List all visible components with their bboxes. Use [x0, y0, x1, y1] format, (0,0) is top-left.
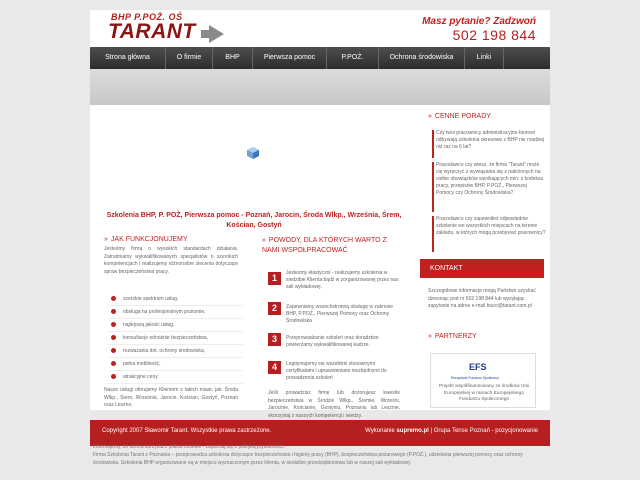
efs-logo-subtitle: Europejski Fundusz Społeczny [451, 376, 499, 380]
nav-item-home[interactable]: Strona główna [90, 47, 166, 69]
reason-number-2: 2 [268, 302, 281, 315]
contact-phone: 502 198 844 [452, 27, 536, 43]
chevron-right-icon: » [428, 113, 432, 120]
list-item [108, 358, 243, 371]
reasons-outro: Jeśli prowadzisz firmę lub dozorujesz kwestie bezpieczeństwa w Środzie Wlkp., Śremie, Wrześni, Jarocinie, Kościanie, Gostyniu, Poznaniu lub Lesznie, skorzystaj z naszych kompetencji i wiedzy. [268, 390, 400, 419]
tips-title [428, 113, 491, 120]
list-item-text: konsultacje odnośnie bezpieczeństwa, [123, 335, 209, 341]
bottom-info [93, 443, 545, 467]
efs-text: Projekt współfinansowany ze środków Unii Europejskiej w ramach Europejskiego Funduszu Społecznego [438, 384, 530, 402]
how-title-text: JAK FUNKCJONUJEMY [110, 236, 188, 243]
reason-number-4: 4 [268, 361, 281, 374]
reasons-title-text: POWODY, DLA KTÓRYCH WARTO Z NAMI WSPÓŁPRACOWAĆ [262, 237, 387, 254]
bullet-icon [111, 361, 116, 366]
list-item [108, 293, 243, 306]
how-title [104, 236, 188, 243]
nav-item-about[interactable]: O firmie [166, 47, 213, 69]
reason-text-1: Jesteśmy elastyczni - realizujemy szkolenia w siedzibie Klienta bądź w zorganizowanej przez nas sali wykładowej. [286, 270, 399, 290]
list-item-text: szerokie spektrum usług, [123, 296, 179, 302]
footer-brand-link[interactable]: supremo.pl [396, 428, 429, 434]
list-item [108, 319, 243, 332]
partners-title [428, 333, 477, 340]
footer-made-prefix: Wykonanie [365, 428, 395, 434]
chevron-right-icon: » [104, 236, 108, 243]
nav-filler [504, 47, 550, 69]
reasons-title [262, 236, 402, 256]
list-item-text: najlepszą jakość usług, [123, 322, 175, 328]
logo-name: TARANT [108, 20, 196, 43]
list-item-text: pełna mobilność, [123, 361, 161, 367]
bullet-icon [111, 348, 116, 353]
tip-marker [432, 130, 434, 158]
chevron-right-icon: » [262, 237, 266, 244]
reason-number-3: 3 [268, 333, 281, 346]
list-item [108, 345, 243, 358]
arrow-icon [209, 25, 224, 43]
how-intro: Jesteśmy firmą o wysokich standardach działania. Zatrudniamy wykwalifikowanych specjalistów o szerokich kompetencjach i realizujemy różnorodne zlecenia dotyczące spraw bezpieczeństwa pracy. [104, 246, 238, 275]
main-nav [90, 47, 550, 69]
bullet-icon [111, 309, 116, 314]
nav-item-environment[interactable]: Ochrona środowiska [379, 47, 465, 69]
contact-text: Szczegółowe informacje mogą Państwo uzyskać dzwoniąc pod nr 502 198 844 lub wysyłając zapytanie na adres e-mail biuro@tarant.com.pl [428, 288, 536, 309]
footer-copyright: Copyright 2007 Sławomir Tarant. Wszystkie prawa zastrzeżone. [102, 428, 272, 434]
tip-item-2[interactable]: Pracodawco czy wiesz, że firma "Tarant" może cię wyręczyć z wywiązania się z nałożonych na ciebie obowiązków wynikających min. z kodeksu pracy, przepisów BHP, P.POŻ., Pierwszej Pomocy czy Ochrony Środowiska? [436, 162, 544, 196]
contact-header: KONTAKT [420, 259, 544, 278]
tips-title-text: CENNE PORADY [434, 113, 491, 120]
partners-title-text: PARTNERZY [434, 333, 477, 340]
reason-number-1: 1 [268, 272, 281, 285]
footer-made-suffix: | Grupa Tense Poznań - pozycjonowanie [430, 428, 538, 434]
seo-description: Firma Szkolenia Tarant z Poznania – przeprowadza szkolenia dotyczące bezpieczeństwa i higieny pracy (BHP), bezpieczeństwa pożarowego (P.POŻ.), udzielania pierwszej pomocy oraz ochrony środowiska. Szkolenia BHP organizowane są w miejscu wyznaczonym przez klienta, w siedzibie przedsiębiorstwa lub w naszej sali wykładowej. [93, 452, 523, 466]
bullet-icon [111, 296, 116, 301]
list-item [108, 306, 243, 319]
list-item-text: obsługa na profesjonalnym poziomie, [123, 309, 206, 315]
list-item-text: rozważania dot. ochrony środowiska, [123, 348, 205, 354]
chevron-right-icon: » [428, 333, 432, 340]
nav-item-links[interactable]: Linki [465, 47, 504, 69]
list-item [108, 371, 243, 384]
tarant-logo[interactable] [108, 12, 228, 46]
tip-item-1[interactable]: Czy twoi pracownicy administracyjno-biurowi odbywają szkolenia okresowe z BHP nie rzadziej niż raz na 6 lat? [436, 130, 545, 150]
bullet-icon [111, 322, 116, 327]
nav-item-first-aid[interactable]: Pierwsza pomoc [253, 47, 327, 69]
list-item [108, 332, 243, 345]
cookie-notice: Informujemy, że strona korzysta z plików cookies - zapoznaj się z polityką prywatności. [93, 444, 285, 450]
nav-item-bhp[interactable]: BHP [213, 47, 253, 69]
bullet-icon [111, 335, 116, 340]
tip-marker [432, 216, 434, 252]
header [90, 10, 550, 47]
efs-logo: EFS [469, 362, 487, 372]
footer-credits [365, 428, 538, 434]
how-outro: Nasze usługi oferujemy Klientom z takich miast, jak: Środa Wlkp., Śrem, Września, Jarocin, Kościan, Gostyń, Poznań oraz Leszno. [104, 387, 238, 408]
bullet-icon [111, 374, 116, 379]
plugin-icon [247, 147, 259, 159]
page-headline: Szkolenia BHP, P. POŻ, Pierwsza pomoc - Poznań, Jarocin, Środa Wlkp., Września, Śrem, Kościan, Gostyń [106, 212, 402, 229]
banner [90, 69, 550, 105]
tip-item-3[interactable]: Pracodawco czy zapewniłeś odpowiednie szkolenie we wszystkich miejscach na terenie zakładu, w których mogą przebywać pracownicy? [436, 216, 546, 236]
reason-text-2: Zapewniamy wszechstronną obsługę w zakresie BHP, P.POŻ., Pierwszej Pomocy oraz Ochrony Środowiska [286, 304, 393, 324]
tip-marker [432, 162, 434, 212]
page-container [90, 10, 550, 434]
reason-text-4: Legitymujemy się wszelkimi stosownymi certyfikatami i uprawnieniami niezbędnymi do prowadzenia szkoleń [286, 361, 387, 381]
contact-question: Masz pytanie? Zadzwoń [422, 16, 536, 27]
nav-item-fire[interactable]: P.POŻ. [327, 47, 379, 69]
list-item-text: atrakcyjne ceny. [123, 374, 159, 380]
reason-text-3: Przeprowadzanie szkoleń oraz doradztwo powierzamy wykwalifikowanej kadrze. [286, 335, 379, 348]
efs-partner-box[interactable] [430, 353, 536, 408]
logo-tagline: BHP P.POŻ. OŚ [111, 12, 183, 22]
